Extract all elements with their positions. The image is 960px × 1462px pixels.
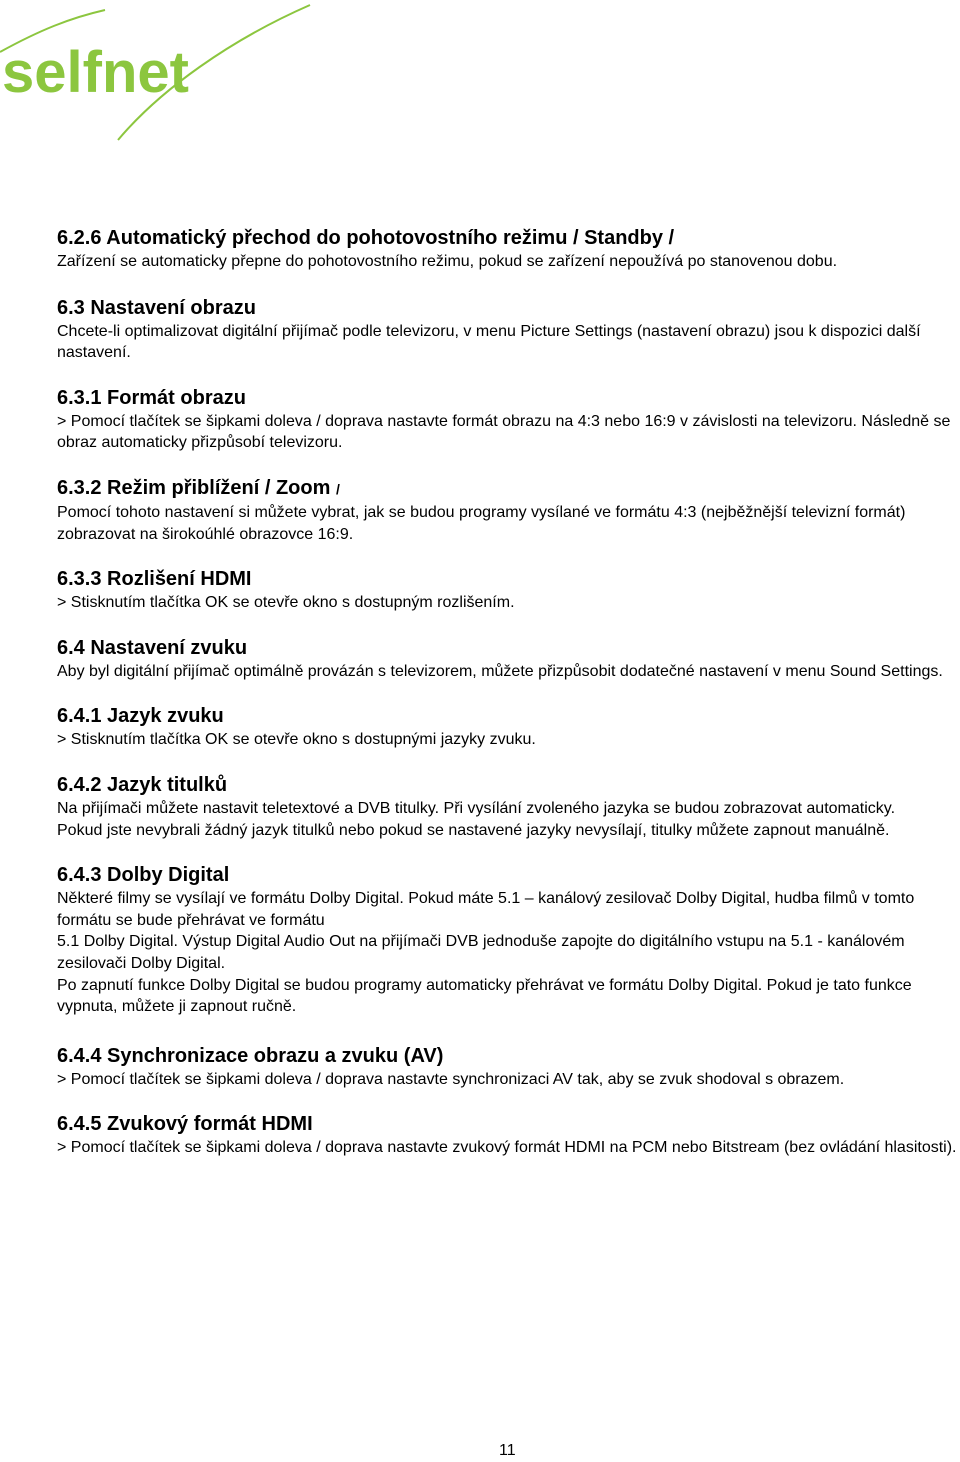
section-6-4 — [57, 636, 959, 683]
section-paragraph: Aby byl digitální přijímač optimálně provázán s televizorem, můžete přizpůsobit dodatečné nastavení v menu Sound Settings. — [57, 662, 943, 680]
section-heading: 6.3 Nastavení obrazu — [57, 296, 256, 319]
section-paragraph: Některé filmy se vysílají ve formátu Dolby Digital. Pokud máte 5.1 – kanálový zesilovač Dolby Digital, hudba filmů v tomto formátu se bude přehrávat ve formátu — [57, 890, 915, 929]
selfnet-logo-graphic — [0, 0, 320, 160]
selfnet-logo — [0, 0, 320, 160]
section-heading-suffix: / — [335, 480, 340, 497]
section-heading: 6.3.3 Rozlišení HDMI — [57, 568, 252, 591]
section-heading-text: 6.3.2 Režim přiblížení / Zoom — [57, 476, 331, 499]
section-6-4-4 — [57, 1044, 959, 1091]
section-6-3-1 — [57, 386, 959, 454]
section-6-4-2 — [57, 773, 959, 841]
section-heading: 6.2.6 Automatický přechod do pohotovostního režimu / Standby / — [57, 227, 675, 249]
section-6-3 — [57, 296, 959, 364]
section-paragraph: Zařízení se automaticky přepne do pohotovostního režimu, pokud se zařízení nepoužívá po stanovenou dobu. — [57, 253, 838, 270]
section-paragraph: Po zapnutí funkce Dolby Digital se budou programy automaticky přehrávat ve formátu Dolby Digital. Pokud je tato funkce vypnuta, můžete ji zapnout ručně. — [57, 976, 912, 1016]
document-body — [57, 226, 959, 1159]
section-paragraph: Chcete-li optimalizovat digitální přijímač podle televizoru, v menu Picture Settings (nastavení obrazu) jsou k dispozici další nastavení. — [57, 322, 921, 362]
section-paragraph: Pokud jste nevybrali žádný jazyk titulků nebo pokud se nastavené jazyky nevysílají, titulky můžete zapnout manuálně. — [57, 821, 890, 839]
section-paragraph: Pomocí tohoto nastavení si můžete vybrat, jak se budou programy vysílané ve formátu 4:3 (nejběžnější televizní formát) zobrazovat na širokoúhlé obrazovce 16:9. — [57, 503, 906, 543]
svg-text:selfnet: selfnet — [2, 40, 189, 105]
section-paragraph: > Pomocí tlačítek se šipkami doleva / doprava nastavte formát obrazu na 4:3 nebo 16:9 v závislosti na televizoru. Následně se obraz automaticky přizpůsobí televizoru. — [57, 412, 951, 452]
section-heading: 6.4.2 Jazyk titulků — [57, 773, 228, 796]
section-heading: 6.3.1 Formát obrazu — [57, 386, 246, 409]
section-paragraph: > Pomocí tlačítek se šipkami doleva / doprava nastavte zvukový formát HDMI na PCM nebo Bitstream (bez ovládání hlasitosti). — [57, 1139, 957, 1157]
section-heading: 6.4.1 Jazyk zvuku — [57, 705, 224, 728]
section-6-3-3 — [57, 567, 959, 614]
section-6-3-2 — [57, 476, 959, 545]
section-6-4-1 — [57, 704, 959, 751]
section-heading: 6.4.4 Synchronizace obrazu a zvuku (AV) — [57, 1044, 444, 1067]
section-6-2-6 — [57, 226, 959, 273]
section-heading — [57, 476, 959, 502]
section-heading: 6.4.3 Dolby Digital — [57, 864, 230, 887]
page-number: 11 — [499, 1442, 516, 1459]
section-heading: 6.4 Nastavení zvuku — [57, 636, 248, 659]
section-paragraph: 5.1 Dolby Digital. Výstup Digital Audio Out na přijímači DVB jednoduše zapojte do digitálního vstupu na 5.1 - kanálovém zesilovači Dolby Digital. — [57, 933, 905, 972]
section-paragraph: > Stisknutím tlačítka OK se otevře okno s dostupným rozlišením. — [57, 594, 515, 612]
section-heading: 6.4.5 Zvukový formát HDMI — [57, 1113, 313, 1136]
section-paragraph: Na přijímači můžete nastavit teletextové a DVB titulky. Při vysílání zvoleného jazyka se budou zobrazovat automaticky. — [57, 799, 896, 817]
section-6-4-3 — [57, 863, 959, 1018]
section-paragraph: > Pomocí tlačítek se šipkami doleva / doprava nastavte synchronizaci AV tak, aby se zvuk shodoval s obrazem. — [57, 1070, 845, 1088]
section-paragraph: > Stisknutím tlačítka OK se otevře okno s dostupnými jazyky zvuku. — [57, 731, 536, 749]
section-6-4-5 — [57, 1112, 959, 1159]
